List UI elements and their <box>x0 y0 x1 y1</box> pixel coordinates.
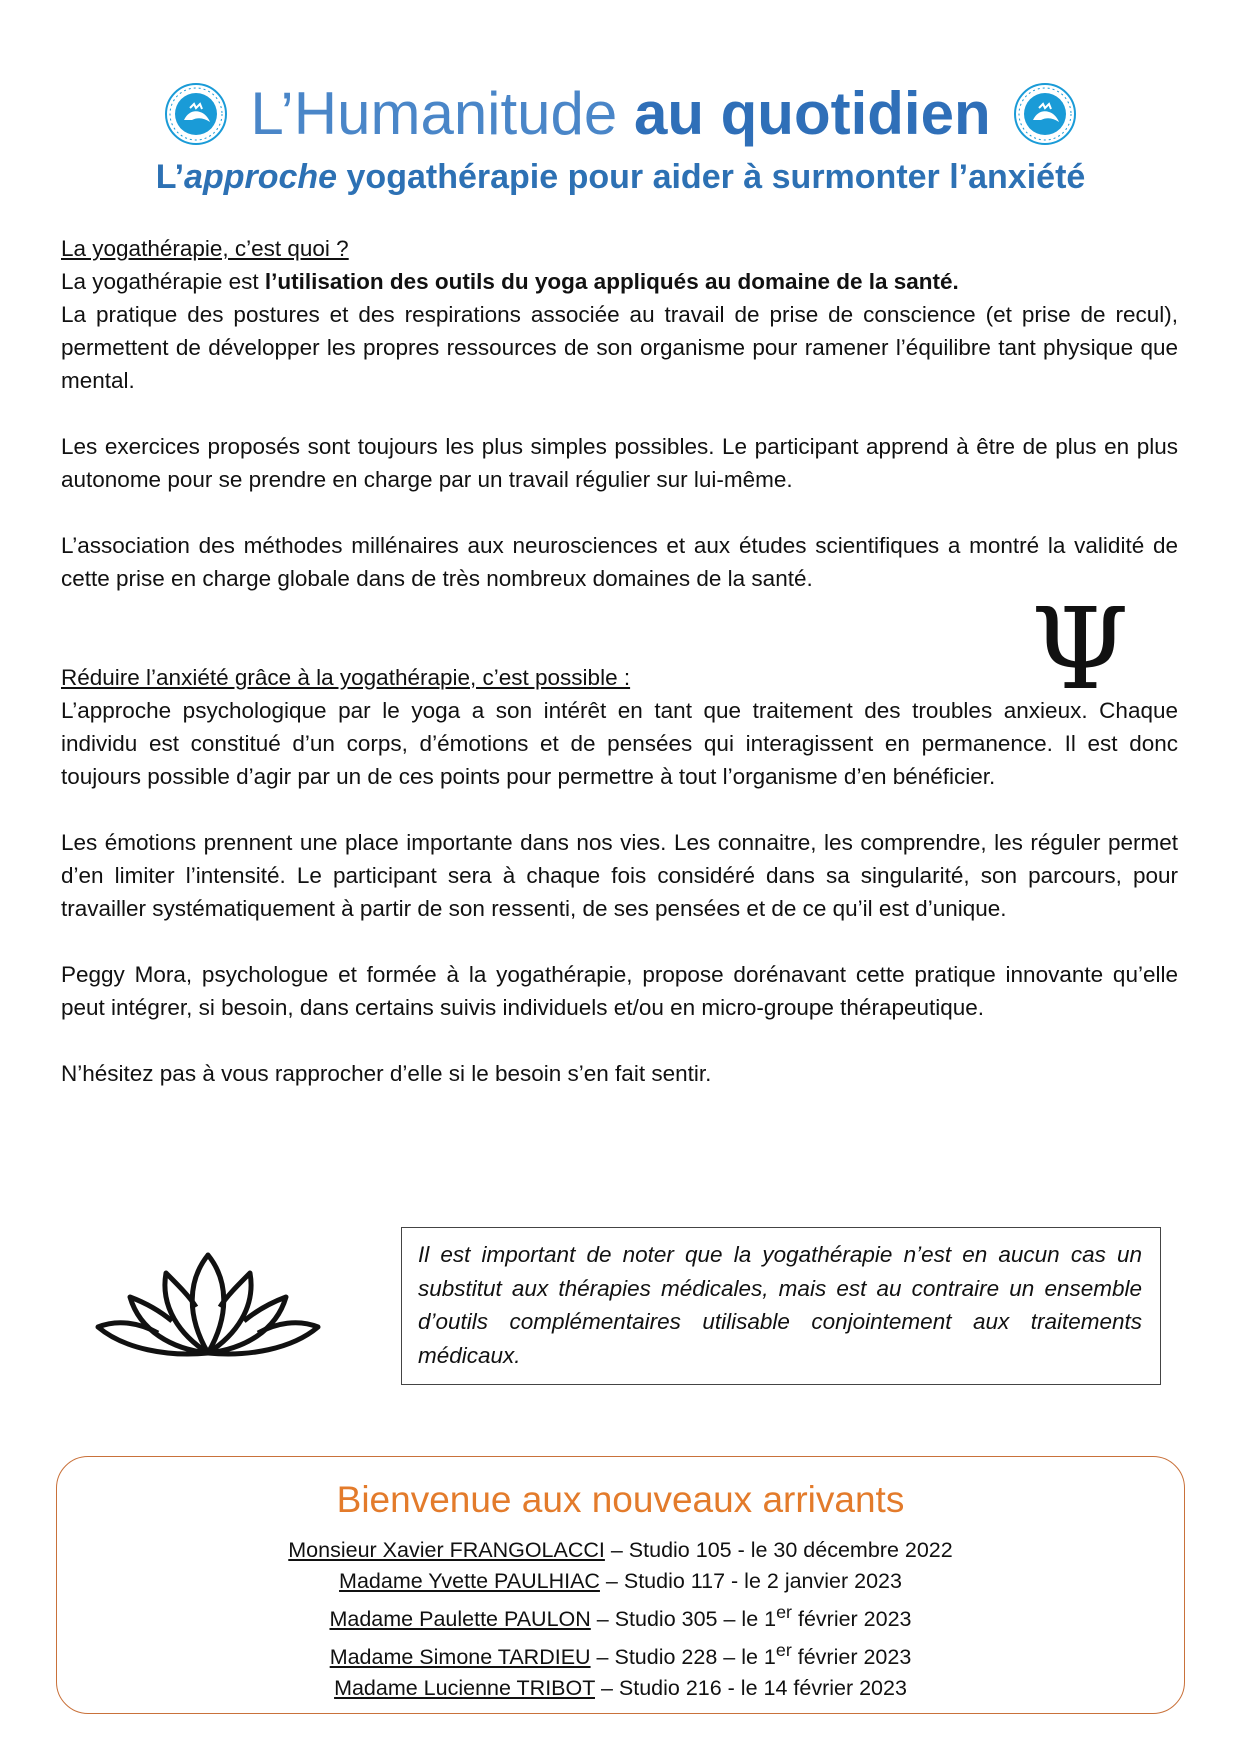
page-title <box>250 78 990 150</box>
section1-heading-text: La yogathérapie, c’est quoi ? <box>61 236 349 261</box>
arrival-name: Madame Paulette PAULON <box>329 1607 591 1632</box>
list-item <box>57 1535 1184 1566</box>
section1-paragraph-1 <box>61 265 1178 298</box>
p1-bold: l’utilisation des outils du yoga appliqués au domaine de la santé <box>264 269 953 294</box>
page-subtitle <box>0 158 1241 197</box>
list-item <box>57 1635 1184 1673</box>
lotus-icon <box>88 1245 328 1365</box>
arrival-detail: – Studio 105 - le 30 décembre 2022 <box>604 1538 953 1562</box>
subtitle-end: yogathérapie pour aider à surmonter l’anxiété <box>337 158 1086 196</box>
section1-paragraph-3: Les exercices proposés sont toujours les plus simples possibles. Le participant apprend à être de plus en plus autonome pour se prendre en charge par un travail régulier sur lui-même. <box>61 434 1178 492</box>
humanitude-seal-icon <box>164 82 228 146</box>
arrival-name: Madame Simone TARDIEU <box>329 1645 591 1670</box>
welcome-box <box>56 1456 1185 1714</box>
section2-heading <box>61 661 1178 694</box>
list-item <box>57 1673 1184 1704</box>
section2-paragraph-1: L’approche psychologique par le yoga a son intérêt en tant que traitement des troubles anxieux. Chaque individu est constitué d’un corps, d’émotions et de pensées qui interagissent en permanence. Il est donc toujours possible d’agir par un de ces points pour permettre à tout l’organisme d’en bénéficier. <box>61 698 1178 789</box>
page-header <box>0 78 1241 150</box>
humanitude-seal-icon <box>1013 82 1077 146</box>
list-item <box>57 1597 1184 1635</box>
section1-paragraph-2: La pratique des postures et des respirations associée au travail de prise de conscience (et prise de recul), permettent de développer les propres ressources de son organisme pour ramener l’équilibre tant physique que mental. <box>61 302 1178 393</box>
section2-heading-text: Réduire l’anxiété grâce à la yogathérapie, c’est possible : <box>61 665 631 690</box>
arrival-name: Madame Yvette PAULHIAC <box>339 1569 600 1593</box>
disclaimer-text: Il est important de noter que la yogathérapie n’est en aucun cas un substitut aux thérapies médicales, mais est au contraire un ensemble d’outils complémentaires utilisable conjointement aux traitements médicaux. <box>418 1242 1142 1368</box>
arrival-name: Monsieur Xavier FRANGOLACCI <box>288 1538 605 1562</box>
arrival-detail: – Studio 228 – le 1 <box>590 1645 776 1670</box>
welcome-title: Bienvenue aux nouveaux arrivants <box>336 1479 905 1520</box>
section1-paragraph-4: L’association des méthodes millénaires aux neurosciences et aux études scientifiques a montré la validité de cette prise en charge globale dans de très nombreux domaines de la santé. <box>61 533 1178 591</box>
title-bold: au quotidien <box>633 80 991 147</box>
section2-paragraph-2: Les émotions prennent une place importante dans nos vies. Les connaitre, les comprendre, les réguler permet d’en limiter l’intensité. Le participant sera à chaque fois considéré dans sa singularité, son parcours, pour travailler systématiquement à partir de son ressenti, de ses pensées et de ce qu’il est d’unique. <box>61 830 1178 921</box>
article-body <box>61 232 1178 1090</box>
p1-end: . <box>952 269 959 294</box>
arrival-detail: – Studio 117 - le 2 janvier 2023 <box>599 1569 902 1593</box>
arrival-detail: – Studio 216 - le 14 février 2023 <box>594 1676 907 1701</box>
section2-paragraph-3: Peggy Mora, psychologue et formée à la yogathérapie, propose dorénavant cette pratique innovante qu’elle peut intégrer, si besoin, dans certains suivis individuels et/ou en micro-groupe thérapeutique. <box>61 962 1178 1020</box>
disclaimer-box <box>401 1227 1161 1385</box>
arrival-sup: er <box>776 1602 792 1622</box>
title-light: L’Humanitude <box>250 80 618 147</box>
arrival-detail: – Studio 305 – le 1 <box>590 1607 777 1632</box>
psi-glyph: Ψ <box>1030 596 1130 704</box>
psi-icon <box>1030 596 1130 704</box>
section1-heading <box>61 232 1178 265</box>
arrival-detail-end: février 2023 <box>791 1645 912 1670</box>
subtitle-italic: approche <box>184 158 338 196</box>
p1-start: La yogathérapie est <box>61 269 265 294</box>
arrival-detail-end: février 2023 <box>792 1607 912 1632</box>
subtitle-start: L’ <box>155 158 185 196</box>
arrival-sup: er <box>775 1640 792 1661</box>
arrivals-list <box>57 1535 1184 1704</box>
section2-paragraph-4: N’hésitez pas à vous rapprocher d’elle si le besoin s’en fait sentir. <box>61 1061 712 1086</box>
list-item <box>57 1566 1184 1597</box>
arrival-name: Madame Lucienne TRIBOT <box>334 1676 595 1701</box>
